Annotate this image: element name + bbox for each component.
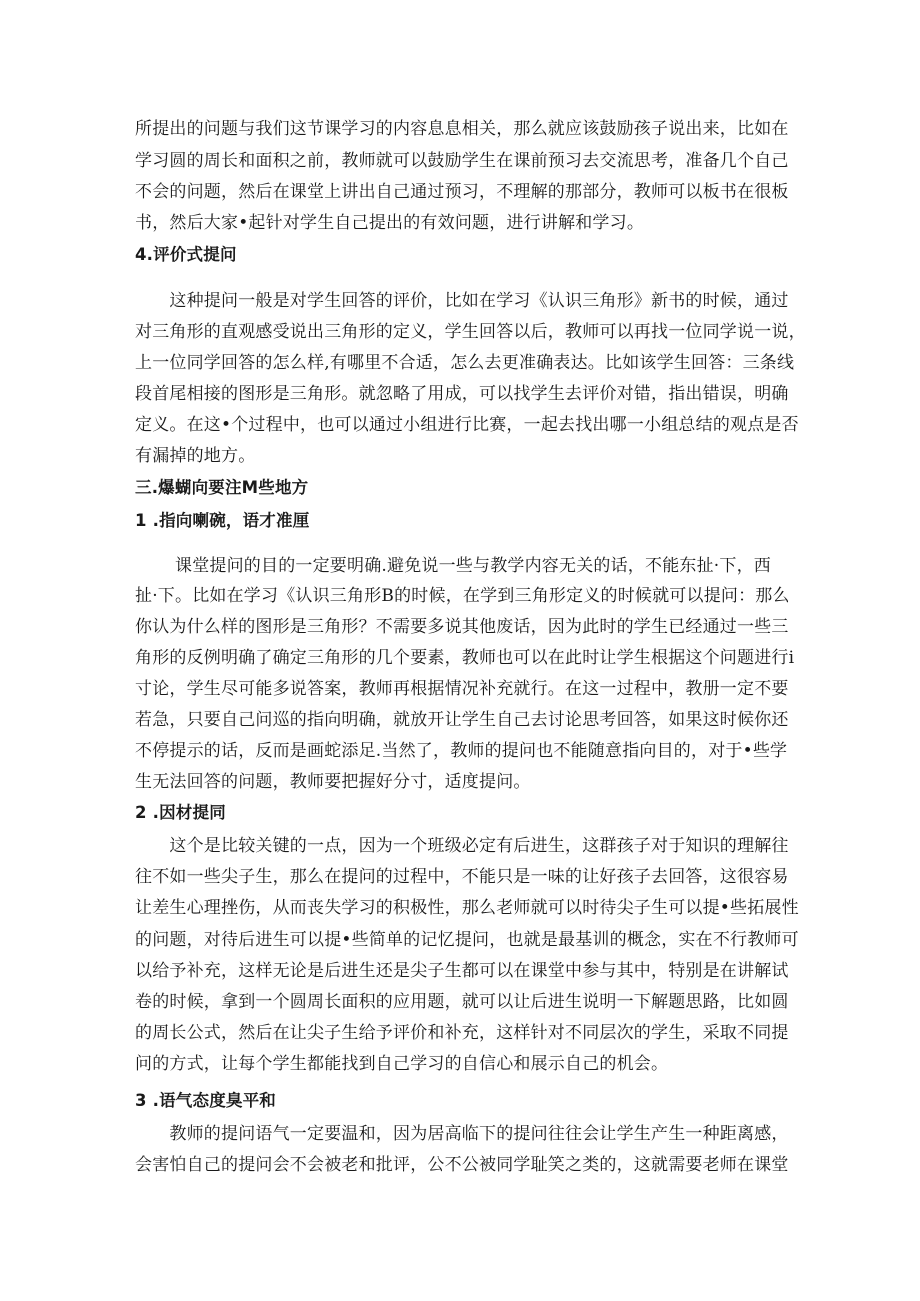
body-line: 的周长公式，然后在让尖子生给予评价和补充，这样针对不同层次的学生，采取不同提 [135,1023,789,1043]
body-line: 这种提问一般是对学生回答的评价，比如在学习《认识三角形》新书的时候，通过 [135,291,789,311]
body-line: 让差生心理挫伤，从而丧失学习的积极性，那么老师就可以时待尖子生可以提•些拓展性 [135,898,799,918]
body-line: 对三角形的直观感受说出三角形的定义，学生回答以后，教师可以再找一位同学说一说， [135,322,806,342]
body-line: 生无法回答的问题，教师要把握好分寸，适度提问。 [135,772,531,792]
body-line: 会害怕自己的提问会不会被老和批评，公不公被同学耻笑之类的，这就需要老师在课堂 [135,1155,789,1175]
section-heading: 三.爆蝴向要注M些地方 [135,478,309,497]
section-heading: 4.评价式提问 [135,245,237,264]
body-line: 定义。在这•个过程中，也可以通过小组进行比赛，一起去找出哪一小组总结的观点是否 [135,415,799,435]
body-line: 书，然后大家•起针对学生自己提出的有效问题，进行讲解和学习。 [135,213,645,233]
body-line: 问的方式，让每个学生都能找到自己学习的自信心和展示自己的机会。 [135,1054,669,1074]
body-line: 的问题，对待后进生可以提•些简单的记忆提问，也就是最基训的概念，实在不行教师可 [135,930,799,950]
body-line: 不会的问题，然后在课堂上讲出自己通过预习，不理解的那部分，教师可以板书在很板 [135,182,789,202]
body-line: 卷的时候，拿到一个圆周长面积的应用题，就可以让后进生说明一下解题思路，比如圆 [135,992,789,1012]
body-line: 上一位同学回答的怎么样,有哪里不合适，怎么去更准确表达。比如该学生回答：三条线 [135,353,795,373]
body-line: 往不如一些尖子生，那么在提问的过程中，不能只是一味的让好孩子去回答，这很容易 [135,867,789,887]
body-line: 这个是比较关键的一点，因为一个班级必定有后进生，这群孩子对于知识的理解往 [135,836,789,856]
body-line: 有漏掉的地方。 [135,446,256,466]
body-line: 扯·下。比如在学习《认识三角形B的时候，在学到三角形定义的时候就可以提问：那么 [135,586,790,606]
body-line: 所提出的问题与我们这节课学习的内容息息相关，那么就应该鼓励孩子说出来，比如在 [135,119,789,139]
body-line: 不停提示的话，反而是画蛇添足.当然了，教师的提问也不能随意指向目的，对于•些学 [135,741,788,761]
body-line: 课堂提问的目的一定要明确.避免说一些与教学内容无关的话，不能东扯·下，西 [135,556,772,576]
body-line: 你认为什么样的图形是三角形？不需要多说其他废话，因为此时的学生已经通过一些三 [135,617,789,637]
body-line: 寸论，学生尽可能多说答案，教师再根据情况补充就行。在这一过程中，教册一定不要 [135,679,789,699]
body-line: 若急，只要自己问巡的指向明确，就放开让学生自己去讨论思考回答，如果这时候你还 [135,710,789,730]
body-line: 角形的反例明确了确定三角形的几个要素，教师也可以在此时让学生根据这个问题进行i [135,648,795,668]
subsection-heading: 1 .指向喇碗，语才准厘 [135,511,310,530]
body-line: 学习圆的周长和面积之前，教师就可以鼓励学生在课前预习去交流思考，准备几个自己 [135,151,789,171]
body-line: 段首尾相接的图形是三角形。就忽略了用成，可以找学生去评价对错，指出错误，明确 [135,384,789,404]
body-line: 教师的提问语气一定要温和，因为居高临下的提问往往会让学生产生一种距离感， [135,1124,789,1144]
body-line: 以给予补充，这样无论是后进生还是尖子生都可以在课堂中参与其中，特别是在讲解试 [135,961,789,981]
subsection-heading: 2 .因材提同 [135,803,226,822]
subsection-heading: 3 .语气态度臭平和 [135,1091,276,1110]
